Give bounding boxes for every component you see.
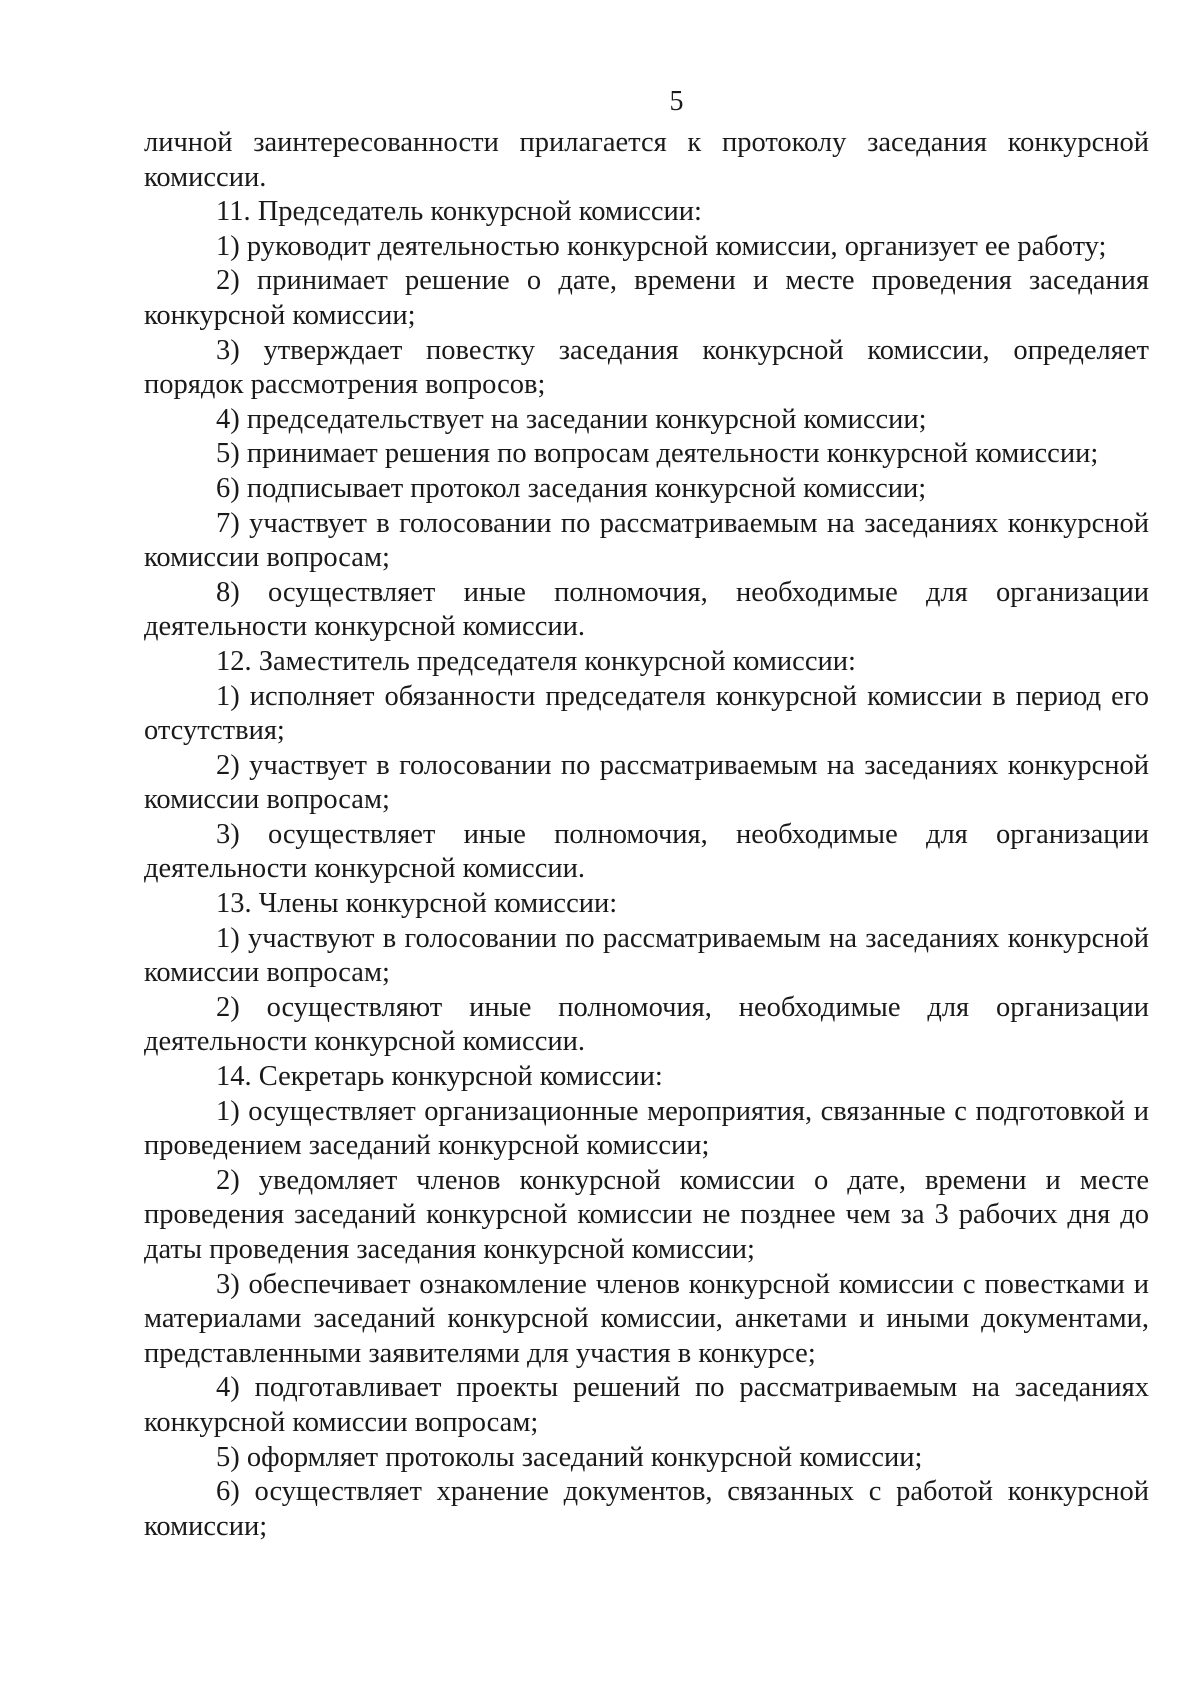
paragraph: 4) подготавливает проекты решений по рассматриваемым на заседаниях конкурсной комиссии вопросам; xyxy=(144,1372,1149,1438)
paragraph: 2) осуществляют иные полномочия, необходимые для организации деятельности конкурсной комиссии. xyxy=(144,991,1149,1058)
paragraph: 6) подписывает протокол заседания конкурсной комиссии; xyxy=(216,472,927,504)
page-number: 5 xyxy=(669,86,684,117)
paragraph: 3) обеспечивает ознакомление членов конкурсной комиссии с повестками и материалами заседаний конкурсной комиссии, анкетами и иными документами, представленными заявителями для участия в конкурсе; xyxy=(144,1268,1149,1369)
paragraph: 4) председательствует на заседании конкурсной комиссии; xyxy=(216,403,927,435)
paragraph: 2) участвует в голосовании по рассматриваемым на заседаниях конкурсной комиссии вопросам; xyxy=(144,749,1149,816)
paragraph: 12. Заместитель председателя конкурсной комиссии: xyxy=(216,645,856,677)
paragraph: 1) руководит деятельностью конкурсной комиссии, организует ее работу; xyxy=(216,230,1107,262)
paragraph: 1) исполняет обязанности председателя конкурсной комиссии в период его отсутствия; xyxy=(144,680,1149,747)
paragraph: 5) принимает решения по вопросам деятельности конкурсной комиссии; xyxy=(216,438,1099,470)
paragraph: 3) утверждает повестку заседания конкурсной комиссии, определяет порядок рассмотрения вопросов; xyxy=(144,334,1149,401)
paragraph: 6) осуществляет хранение документов, связанных с работой конкурсной комиссии; xyxy=(144,1476,1149,1542)
paragraph: 8) осуществляет иные полномочия, необходимые для организации деятельности конкурсной комиссии. xyxy=(144,576,1149,643)
paragraph: личной заинтересованности прилагается к протоколу заседания конкурсной комиссии. xyxy=(144,127,1149,193)
paragraph: 3) осуществляет иные полномочия, необходимые для организации деятельности конкурсной комиссии. xyxy=(144,818,1149,885)
paragraph: 13. Члены конкурсной комиссии: xyxy=(216,888,618,920)
paragraph: 5) оформляет протоколы заседаний конкурсной комиссии; xyxy=(216,1441,923,1473)
paragraph: 1) осуществляет организационные мероприятия, связанные с подготовкой и проведением заседаний конкурсной комиссии; xyxy=(144,1095,1149,1162)
paragraph: 2) принимает решение о дате, времени и месте проведения заседания конкурсной комиссии; xyxy=(144,265,1149,331)
paragraph: 2) уведомляет членов конкурсной комиссии о дате, времени и месте проведения заседаний конкурсной комиссии не позднее чем за 3 рабочих дня до даты проведения заседания конкурсной комиссии; xyxy=(144,1164,1149,1265)
paragraph: 7) участвует в голосовании по рассматриваемым на заседаниях конкурсной комиссии вопросам; xyxy=(144,507,1149,574)
paragraph: 1) участвуют в голосовании по рассматриваемым на заседаниях конкурсной комиссии вопросам; xyxy=(144,922,1149,989)
paragraph: 14. Секретарь конкурсной комиссии: xyxy=(216,1061,663,1093)
paragraph: 11. Председатель конкурсной комиссии: xyxy=(216,196,702,228)
document-body xyxy=(144,126,1149,1544)
